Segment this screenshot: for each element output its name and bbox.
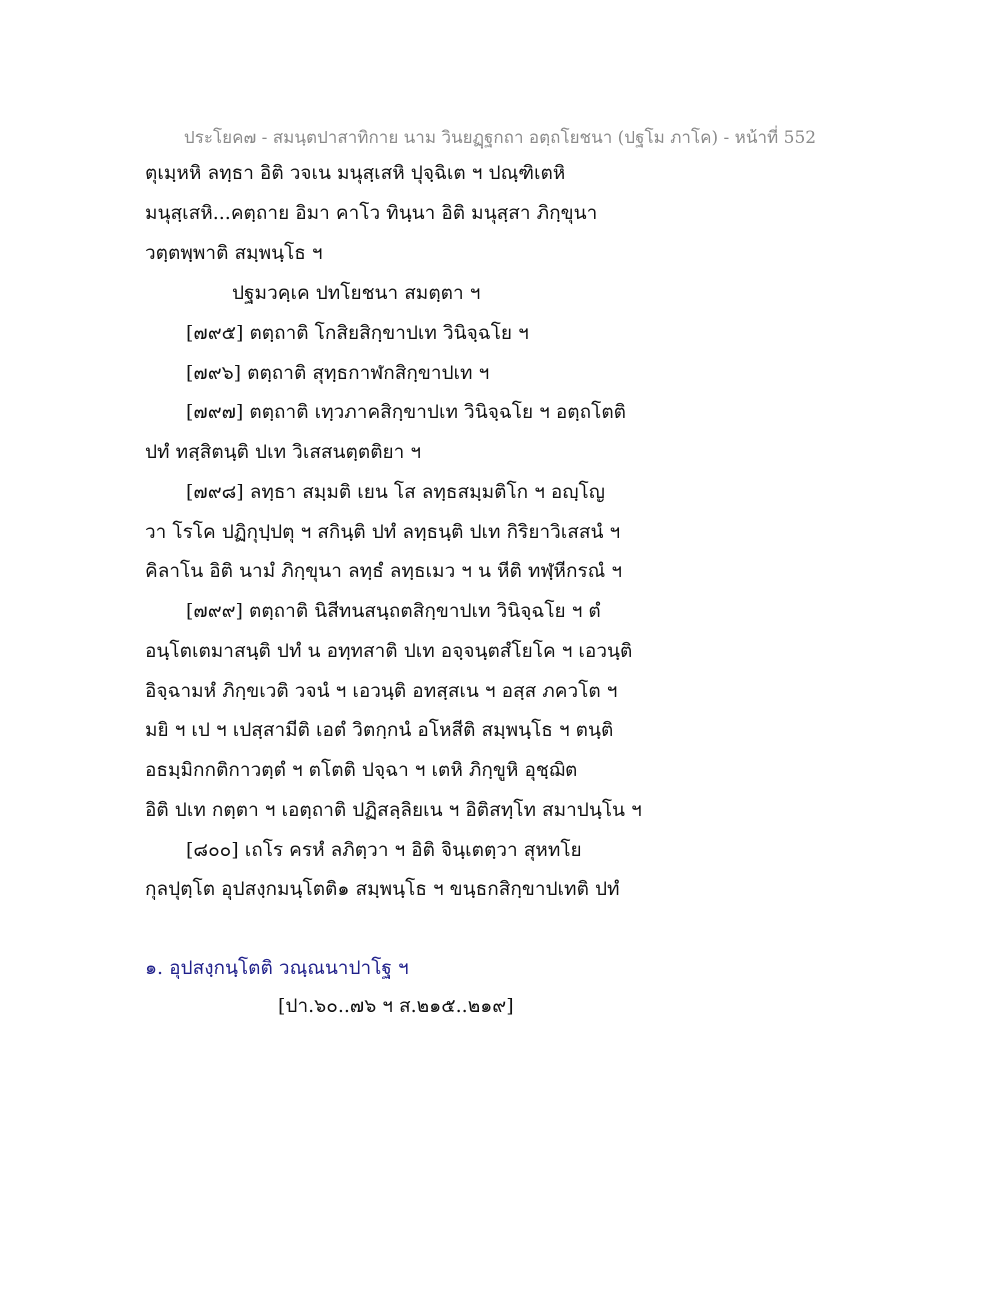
text-line: [๗๙๘] ลทฺธา สมฺมติ เยน โส ลทฺธสมฺมติโก ฯ อญฺโญ <box>186 481 605 503</box>
text-line: มนุสฺเสหิ...คตฺถาย อิมา คาโว ทินฺนา อิติ มนุสฺสา ภิกฺขุนา <box>145 202 598 224</box>
text-line: [๗๙๖] ตตฺถาติ สุทฺธกาฬกสิกฺขาปเท ฯ <box>186 362 490 384</box>
page-reference: [ปา.๖๐..๗๖ ฯ ส.๒๑๕..๒๑๙] <box>278 995 514 1017</box>
text-line: ตุเมฺหหิ ลทฺธา อิติ วจเน มนุสฺเสหิ ปุจฺฉิเต ฯ ปณฺฑิเตหิ <box>145 162 566 184</box>
text-line: อิติ ปเท กตฺตา ฯ เอตฺถาติ ปฏิสลฺลิยเน ฯ อิติสทฺโท สมาปนฺโน ฯ <box>145 799 642 821</box>
page-header: ประโยค๗ - สมนฺตปาสาทิกาย นาม วินยฏฺฐกถา อตฺถโยชนา (ปฐโม ภาโค) - หน้าที่ 552 <box>183 128 817 148</box>
text-line: [๘๐๐] เถโร ครหํ ลภิตฺวา ฯ อิติ จินฺเตตฺวา สุหทโย <box>186 839 582 861</box>
text-line: มยิ ฯ เป ฯ เปสฺสามีติ เอตํ วิตกฺกนํ อโหสีติ สมฺพนฺโธ ฯ ตนฺติ <box>145 719 614 741</box>
text-line: ปทํ ทสฺสิตนฺติ ปเท วิเสสนตฺตติยา ฯ <box>145 441 422 463</box>
section-end-heading: ปฐมวคฺเค ปทโยชนา สมตฺตา ฯ <box>232 282 481 304</box>
text-line: วตฺตพฺพาติ สมฺพนฺโธ ฯ <box>145 242 323 264</box>
text-line: อธมฺมิกกติกาวตฺตํ ฯ ตโตติ ปจฺฉา ฯ เตหิ ภิกฺขูหิ อุชฺฌิต <box>145 759 578 781</box>
text-line: กุลปุตฺโต อุปสงฺกมนฺโตติ๑ สมฺพนฺโธ ฯ ขนฺธกสิกฺขาปเทติ ปทํ <box>145 878 620 900</box>
text-line: [๗๙๗] ตตฺถาติ เทฺวภาคสิกฺขาปเท วินิจฺฉโย ฯ อตฺถโตติ <box>186 401 627 423</box>
footnote: ๑. อุปสงฺกนฺโตติ วณฺณนาปาโฐ ฯ <box>145 957 409 979</box>
text-line: [๗๙๙] ตตฺถาติ นิสีทนสนฺถตสิกฺขาปเท วินิจฺฉโย ฯ ตํ <box>186 600 601 622</box>
text-line: อิจฺฉามหํ ภิกฺขเวติ วจนํ ฯ เอวนฺติ อทสฺสเน ฯ อสฺส ภควโต ฯ <box>145 680 618 702</box>
text-line: วา โรโค ปฏิกุปฺปตุ ฯ สกินฺติ ปทํ ลทฺธนฺติ ปเท กิริยาวิเสสนํ ฯ <box>145 521 621 543</box>
text-line: อนฺโตเตมาสนฺติ ปทํ น อทฺทสาติ ปเท อจฺจนฺตสํโยโค ฯ เอวนฺติ <box>145 640 633 662</box>
text-line: [๗๙๕] ตตฺถาติ โกสิยสิกฺขาปเท วินิจฺฉโย ฯ <box>186 322 529 344</box>
text-line: คิลาโน อิติ นามํ ภิกฺขุนา ลทฺธํ ลทฺธเมว ฯ น หีติ ทฬฺหีกรณํ ฯ <box>145 560 622 582</box>
